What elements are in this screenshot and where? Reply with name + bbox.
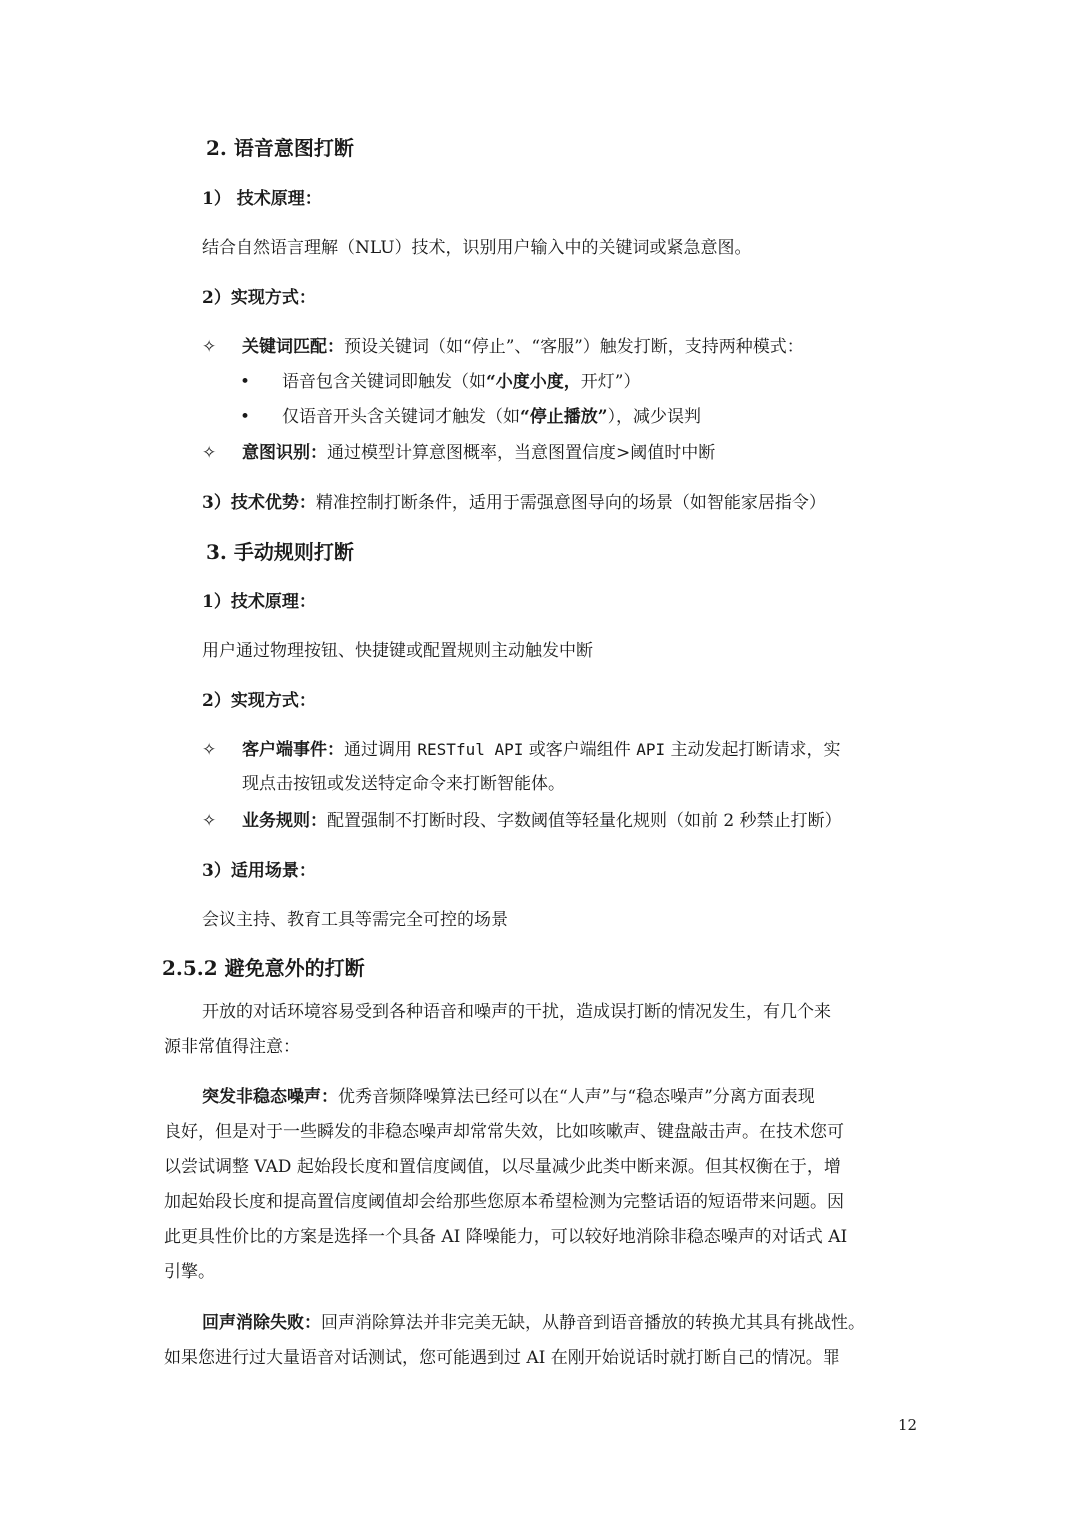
noise-line-6: 引擎。 [164,1262,215,1282]
s3-principle-label: 1）技术原理： [202,592,316,612]
mode-1-bold: “小度小度， [486,372,581,392]
echo-label: 回声消除失败： [202,1313,321,1333]
mode-2-end: ），减少误判 [607,407,702,427]
business-text: 配置强制不打断时段、字数阈值等轻量化规则（如前 2 秒禁止打断） [327,811,842,831]
s2-keyword-item [202,335,804,359]
diamond-bullet-icon: ✧ [202,443,217,463]
noise-line-5: 此更具性价比的方案是选择一个具备 AI 降噪能力，可以较好地消除非稳态噪声的对话式 AI [164,1227,848,1247]
heading-section-3: 3. 手动规则打断 [206,540,354,564]
s2-advantage [202,491,826,515]
s2-mode-1 [240,370,640,394]
echo-text-1: 回声消除算法并非完美无缺，从静音到语音播放的转换尤其具有挑战性。 [321,1313,865,1333]
noise-line-3: 以尝试调整 VAD 起始段长度和置信度阈值，以尽量减少此类中断来源。但其权衡在于，增 [164,1157,841,1177]
s3-scenario-text: 会议主持、教育工具等需完全可控的场景 [202,910,508,930]
s3-principle-text: 用户通过物理按钮、快捷键或配置规则主动触发中断 [202,641,593,661]
intent-text: 通过模型计算意图概率，当意图置信度>阈值时中断 [327,443,716,463]
s2-method-label: 2）实现方式： [202,288,316,308]
heading-section-2: 2. 语音意图打断 [206,136,354,160]
s2-principle-label: 1） 技术原理： [202,189,322,209]
advantage-label: 3）技术优势： [202,493,316,513]
page-number: 12 [898,1416,918,1434]
s3-scenario-label: 3）适用场景： [202,861,316,881]
keyword-text: 预设关键词（如“停止”、“客服”）触发打断，支持两种模式： [344,337,804,357]
mode-1-text: 语音包含关键词即触发（如 [282,372,486,392]
bullet-icon: • [240,407,251,427]
echo-line-2: 如果您进行过大量语音对话测试，您可能遇到过 AI 在刚开始说话时就打断自己的情况。罪 [164,1348,840,1368]
noise-line-4: 加起始段长度和提高置信度阈值却会给那些您原本希望检测为完整话语的短语带来问题。因 [164,1192,844,1212]
mode-2-bold: “停止播放” [520,407,608,427]
client-text-api2: API [636,740,666,759]
noise-line-1 [202,1085,815,1109]
client-text-a: 通过调用 [344,740,418,760]
s2-mode-2 [240,405,701,429]
bullet-icon: • [240,372,251,392]
intro-line-1: 开放的对话环境容易受到各种语音和噪声的干扰，造成误打断的情况发生，有几个来 [202,1002,831,1022]
s2-intent-item [202,441,715,465]
noise-label: 突发非稳态噪声： [202,1087,338,1107]
client-text-b: 或客户端组件 [523,740,637,760]
noise-line-2: 良好，但是对于一些瞬发的非稳态噪声却常常失效，比如咳嗽声、键盘敲击声。在技术您可 [164,1122,844,1142]
client-label: 客户端事件： [242,740,344,760]
keyword-label: 关键词匹配： [242,337,344,357]
s3-business-item [202,809,842,833]
echo-line-1 [202,1311,865,1335]
heading-2-5-2: 2.5.2 避免意外的打断 [162,956,365,980]
advantage-text: 精准控制打断条件，适用于需强意图导向的场景（如智能家居指令） [315,493,826,513]
intent-label: 意图识别： [242,443,327,463]
mode-1-end: 开灯”） [580,372,641,392]
diamond-bullet-icon: ✧ [202,337,217,357]
s3-method-label: 2）实现方式： [202,691,316,711]
diamond-bullet-icon: ✧ [202,740,217,760]
diamond-bullet-icon: ✧ [202,811,217,831]
noise-text-1: 优秀音频降噪算法已经可以在“人声”与“稳态噪声”分离方面表现 [338,1087,815,1107]
client-text-api1: RESTful API [417,740,524,759]
client-text-c: 主动发起打断请求，实 [665,740,841,760]
intro-line-2: 源非常值得注意： [164,1037,300,1057]
s3-client-item [202,738,841,762]
business-label: 业务规则： [242,811,327,831]
mode-2-text: 仅语音开头含关键词才触发（如 [282,407,520,427]
s3-client-text-line2: 现点击按钮或发送特定命令来打断智能体。 [242,774,565,794]
s2-principle-text: 结合自然语言理解（NLU）技术，识别用户输入中的关键词或紧急意图。 [202,238,752,258]
